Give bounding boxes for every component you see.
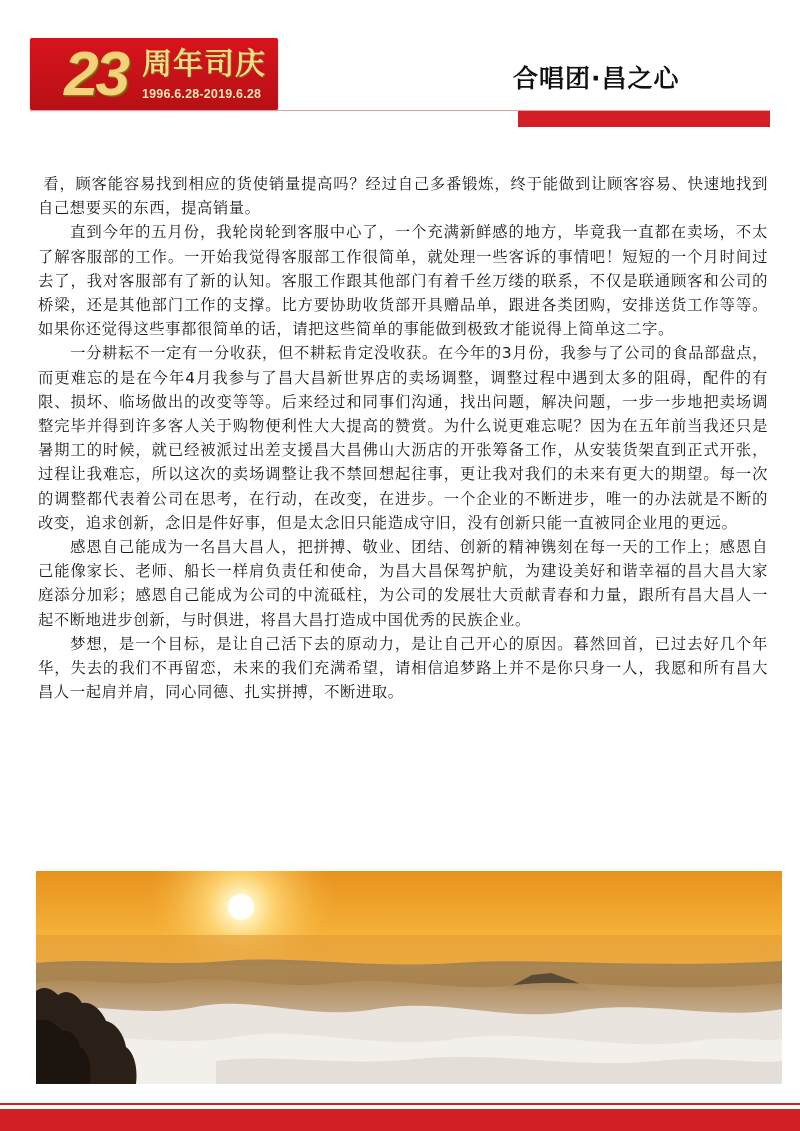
anniversary-title: 周年司庆 [142, 47, 266, 82]
article-body [38, 172, 768, 704]
article-paragraph: 梦想，是一个目标，是让自己活下去的原动力，是让自己开心的原因。暮然回首，已过去好几个年华，失去的我们不再留恋，未来的我们充满希望，请相信追梦路上并不是你只身一人，我愿和所有昌大昌人一起肩并肩，同心同德、扎实拼搏，不断进取。 [38, 634, 768, 702]
article-paragraph: 感恩自己能成为一名昌大昌人，把拼搏、敬业、团结、创新的精神镌刻在每一天的工作上；感恩自己能像家长、老师、船长一样肩负责任和使命，为昌大昌保驾护航，为建设美好和谐幸福的昌大昌大家庭添分加彩；感恩自己能成为公司的中流砥柱，为公司的发展壮大贡献青春和力量，跟所有昌大昌人一起不断地进步创新，与时俱进，将昌大昌打造成中国优秀的民族企业。 [38, 538, 768, 629]
article-paragraph: 看，顾客能容易找到相应的货使销量提高吗？经过自己多番锻炼，终于能做到让顾客容易、快速地找到自己想要买的东西，提高销量。 [38, 175, 768, 218]
footer-bar [0, 1109, 800, 1131]
footer-divider [0, 1103, 800, 1105]
header-accent-bar [518, 111, 770, 127]
article-paragraph: 直到今年的五月份，我轮岗轮到客服中心了，一个充满新鲜感的地方，毕竟我一直都在卖场，不太了解客服部的工作。一开始我觉得客服部工作很简单，就处理一些客诉的事情吧！短短的一个月时间过去了，我对客服部有了新的认知。客服工作跟其他部门有着千丝万缕的联系，不仅是联通顾客和公司的桥梁，还是其他部门工作的支撑。比方要协助收货部开具赠品单，跟进各类团购，安排送货工作等等。如果你还觉得这些事都很简单的话，请把这些简单的事能做到极致才能说得上简单这二字。 [38, 223, 768, 339]
sunrise-illustration [36, 871, 782, 1084]
anniversary-number: 23 [64, 40, 127, 109]
article-paragraph: 一分耕耘不一定有一分收获，但不耕耘肯定没收获。在今年的3月份，我参与了公司的食品部盘点，而更难忘的是在今年4月我参与了昌大昌新世界店的卖场调整，调整过程中遇到太多的阻碍，配件的有限、损坏、临场做出的改变等等。后来经过和同事们沟通，找出问题，解决问题，一步一步地把卖场调整完毕并得到许多客人关于购物便利性大大提高的赞赏。为什么说更难忘呢？因为在五年前当我还只是暑期工的时候，就已经被派过出差支援昌大昌佛山大沥店的开张筹备工作，从安装货架直到正式开张，过程让我难忘，所以这次的卖场调整让我不禁回想起往事，更让我对我们的未来有更大的期望。每一次的调整都代表着公司在思考，在行动，在改变，在进步。一个企业的不断进步，唯一的办法就是不断的改变，追求创新，念旧是件好事，但是太念旧只能造成守旧，没有创新只能一直被同企业甩的更远。 [38, 344, 768, 532]
section-title: 合唱团·昌之心 [513, 64, 680, 93]
anniversary-dates: 1996.6.28-2019.6.28 [142, 87, 262, 101]
sunrise-photo [36, 871, 782, 1084]
anniversary-badge [30, 38, 278, 110]
